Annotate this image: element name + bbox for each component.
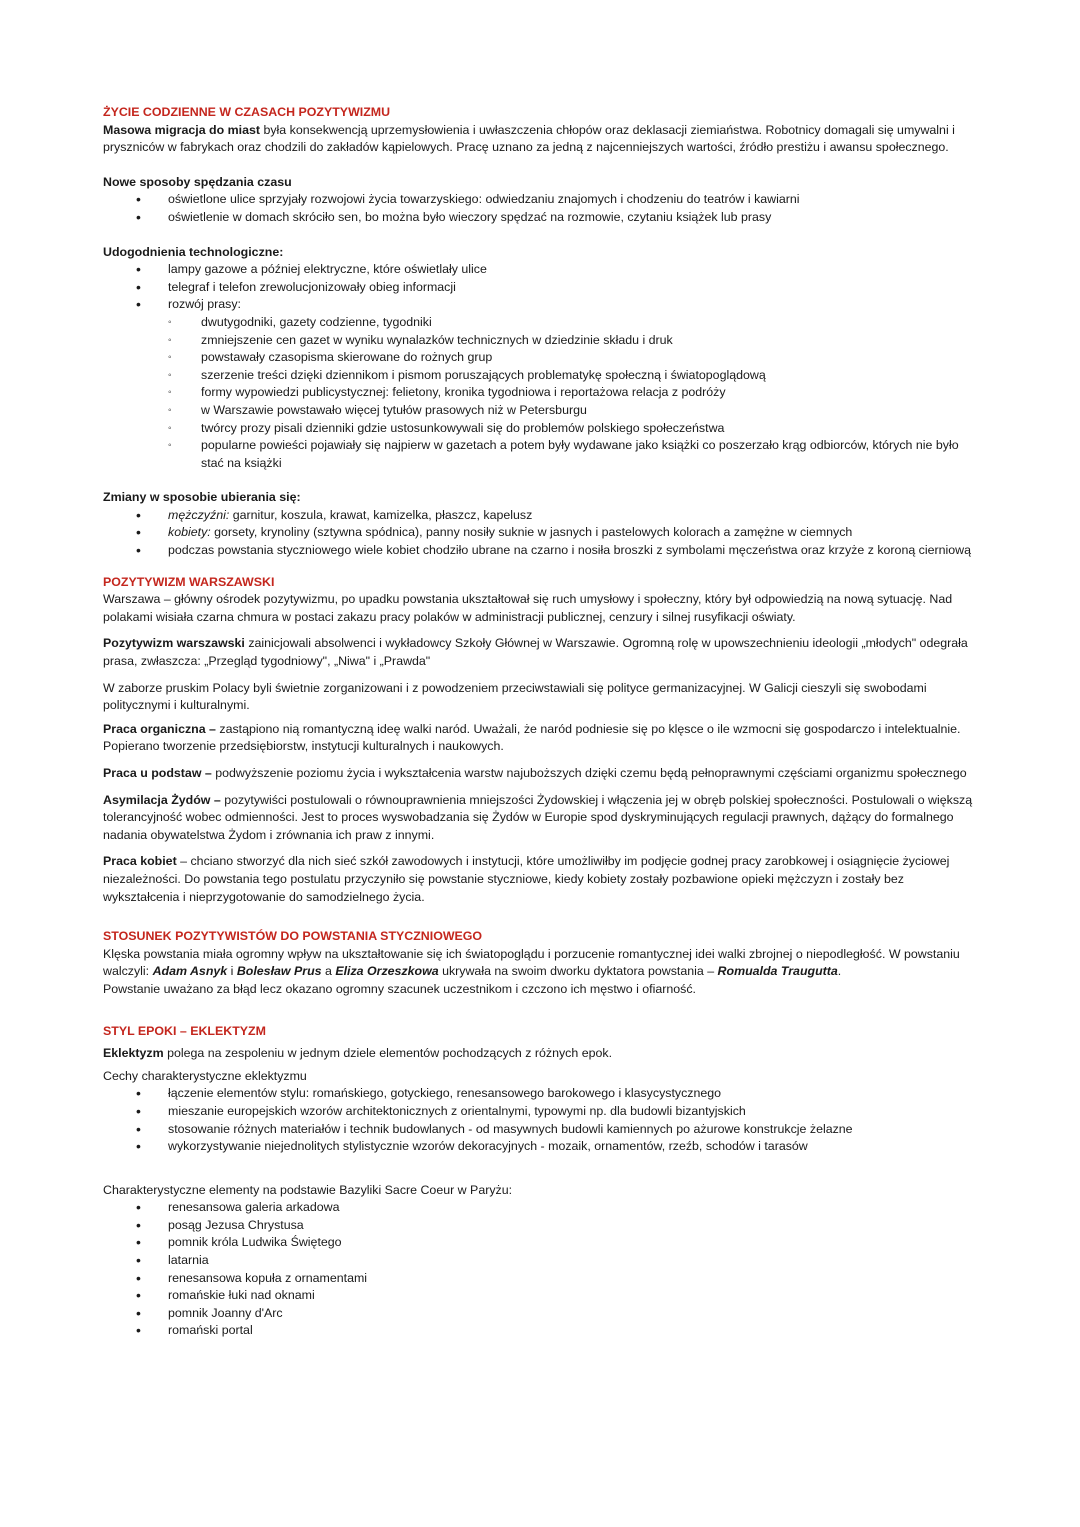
bullet-list bbox=[103, 261, 983, 472]
subheading-text: Nowe sposoby spędzania czasu bbox=[103, 174, 292, 189]
subheading bbox=[103, 244, 983, 262]
sub-list-item: ◦ popularne powieści pojawiały się najpierw w gazetach a potem były wydawane jako książki co poszerzało krąg odbiorców, których nie było stać na książki bbox=[103, 437, 983, 472]
list-item: • oświetlone ulice sprzyjały rozwojowi życia towarzyskiego: odwiedzaniu znajomych i chodzeniu do teatrów i kawiarni bbox=[103, 191, 983, 209]
bullet-list bbox=[103, 1199, 983, 1340]
sub-list-item: ◦ w Warszawie powstawało więcej tytułów prasowych niż w Petersburgu bbox=[103, 402, 983, 420]
subheading-text: Udogodnienia technologiczne: bbox=[103, 244, 284, 259]
list-item: • telegraf i telefon zrewolucjonizowały obieg informacji bbox=[103, 279, 983, 297]
italic-lead: kobiety: bbox=[168, 525, 211, 540]
paragraph: W zaborze pruskim Polacy byli świetnie zorganizowani i z powodzeniem przeciwstawiali się polityce germanizacyjnej. W Galicji cieszyli się swobodami politycznymi i kulturalnymi. bbox=[103, 680, 927, 713]
bold-term: Praca kobiet bbox=[103, 854, 177, 869]
list-item-text: rozwój prasy: bbox=[168, 297, 241, 312]
sub-list-item: ◦ formy wypowiedzi publicystycznej: felietony, kronika tygodniowa i reportażowa relacja z podróży bbox=[103, 384, 983, 402]
paragraph bbox=[103, 721, 983, 756]
bold-term: Masowa migracja do miast bbox=[103, 122, 261, 137]
paragraph: Warszawa – główny ośrodek pozytywizmu, po upadku powstania ukształtował się ruch umysłowy i społeczny, który był odpowiedzią na nową sytuację. Nad polakami wisiała czarna chmura w postaci zakazu pracy polaków w administracji publicznej, cenzury i silnej rusyfikacji oświaty. bbox=[103, 592, 953, 624]
paragraph bbox=[103, 765, 983, 783]
bullet-list bbox=[103, 1085, 983, 1155]
list-item: • pomnik króla Ludwika Świętego bbox=[103, 1234, 983, 1252]
list-item-text: podczas powstania styczniowego wiele kobiet chodziło ubrane na czarno i nosiła broszki z symbolami męczeństwa oraz krzyże z koroną cierniową bbox=[168, 543, 972, 558]
paragraph-text: i bbox=[227, 964, 237, 979]
paragraph-text: a bbox=[321, 964, 336, 979]
list-item: • oświetlenie w domach skróciło sen, bo można było wieczory spędzać na rozmowie, czytaniu książek lub prasy bbox=[103, 209, 983, 227]
paragraph-text: zastąpiono nią romantyczną ideę walki naród. Uważali, że naród podniesie się po klęsce o ile wzmocni się gospodarczo i intelektualnie. Popierano tworzenie przedsiębiorstw, instytucji kulturalnych i naukowych. bbox=[103, 721, 961, 754]
document-page bbox=[103, 104, 983, 1340]
bold-term: Asymilacja Żydów – bbox=[103, 792, 221, 807]
bold-term: Praca u podstaw – bbox=[103, 766, 212, 780]
subheading bbox=[103, 489, 983, 507]
paragraph-text: była konsekwencją uprzemysłowienia i uwłaszczenia chłopów oraz deklasacji ziemiaństwa. Robotnicy domagali się umywalni i pryszniców w fabrykach oraz chodzili do zakładów kąpielowych. Pracę uznano za jedną z najcenniejszych wartości, źródło prestiżu i awansu społecznego. bbox=[103, 122, 955, 155]
section-daily-life bbox=[103, 104, 983, 560]
subheading: Cechy charakterystyczne eklektyzmu bbox=[103, 1068, 307, 1083]
list-item bbox=[103, 507, 983, 525]
subheading bbox=[103, 174, 983, 192]
section-heading: ŻYCIE CODZIENNE W CZASACH POZYTYWIZMU bbox=[103, 105, 391, 119]
list-item: • pomnik Joanny d'Arc bbox=[103, 1305, 983, 1323]
person-name: Bolesław Prus bbox=[236, 964, 322, 979]
person-name: Romualda Traugutta bbox=[717, 964, 838, 979]
list-item: • lampy gazowe a później elektryczne, które oświetlały ulice bbox=[103, 261, 983, 279]
bold-term: Pozytywizm warszawski bbox=[103, 636, 245, 651]
paragraph-text: Powstanie uważano za błąd lecz okazano ogromny szacunek uczestnikom i czczono ich męstwo i ofiarność. bbox=[103, 981, 696, 996]
paragraph bbox=[103, 122, 983, 157]
sub-bullet-list bbox=[168, 314, 983, 472]
section-warsaw-positivism bbox=[103, 574, 983, 907]
bullet-list bbox=[103, 191, 983, 226]
paragraph bbox=[103, 792, 983, 845]
person-name: Eliza Orzeszkowa bbox=[335, 964, 439, 979]
list-item bbox=[103, 296, 983, 472]
bold-term: Eklektyzm bbox=[103, 1046, 164, 1061]
paragraph-text: ukrywała na swoim dworku dyktatora powstania – bbox=[438, 964, 718, 979]
paragraph-text: . bbox=[837, 964, 842, 979]
italic-lead: mężczyźni: bbox=[168, 507, 230, 522]
list-item: • romańskie łuki nad oknami bbox=[103, 1287, 983, 1305]
sub-list-item: ◦ szerzenie treści dzięki dziennikom i pismom poruszających problematykę społeczną i światopoglądową bbox=[103, 367, 983, 385]
sub-list-item: ◦ powstawały czasopisma skierowane do rożnych grup bbox=[103, 349, 983, 367]
section-eclecticism bbox=[103, 1023, 983, 1341]
list-item: • latarnia bbox=[103, 1252, 983, 1270]
list-item: • łączenie elementów stylu: romańskiego, gotyckiego, renesansowego barokowego i klasycystycznego bbox=[103, 1085, 983, 1103]
paragraph-text: Klęska powstania miała ogromny wpływ na ukształtowanie się ich światopoglądu i porzucenie romantycznej idei walki zbrojnej o niepodległość. W powstaniu walczyli: bbox=[103, 946, 960, 979]
paragraph-text: – chciano stworzyć dla nich sieć szkół zawodowych i instytucji, które umożliwiłby im podjęcie godnej pracy zarobkowej i osiągnięcie życiowej niezależności. Do powstania tego postulatu przyczyniło się powstanie styczniowe, kiedy kobiety zostały pozbawione opieki mężczyzn i zostały bez wykształcenia i nieprzygotowanie do samodzielnego życia. bbox=[103, 854, 950, 904]
paragraph-text: podwyższenie poziomu życia i wykształcenia warstw najuboższych dzięki czemu będą pełnoprawnymi częściami organizmu społecznego bbox=[211, 766, 967, 780]
list-item-text: garnitur, koszula, krawat, kamizelka, płaszcz, kapelusz bbox=[229, 507, 533, 522]
list-item bbox=[103, 524, 983, 542]
section-uprising-attitude bbox=[103, 928, 983, 998]
paragraph bbox=[103, 1045, 983, 1063]
paragraph bbox=[103, 946, 983, 999]
paragraph-text: pozytywiści postulowali o równouprawnienia mniejszości Żydowskiej i włączenia jej w obręb polskiej społeczności. Postulowali o większą tolerancyjność wobec odmienności. Jest to proces wyswobadzania się Żydów w Europie spod dyskryminujących regulacji prawnych, dążący do formalnego nadania obywatelstwa Żydom i zrównania ich praw z innymi. bbox=[103, 792, 973, 842]
section-heading: POZYTYWIZM WARSZAWSKI bbox=[103, 574, 275, 589]
bold-term: Praca organiczna – bbox=[103, 721, 216, 736]
paragraph-text: polega na zespoleniu w jednym dziele elementów pochodzących z różnych epok. bbox=[163, 1046, 613, 1061]
list-item: • romański portal bbox=[103, 1322, 983, 1340]
sub-list-item: ◦ twórcy prozy pisali dzienniki gdzie ustosunkowywali się do problemów polskiego społeczeństwa bbox=[103, 420, 983, 438]
paragraph bbox=[103, 635, 983, 670]
bullet-list bbox=[103, 507, 983, 560]
section-heading: STOSUNEK POZYTYWISTÓW DO POWSTANIA STYCZNIOWEGO bbox=[103, 929, 483, 944]
paragraph bbox=[103, 853, 983, 906]
list-item: • wykorzystywanie niejednolitych stylistycznie wzorów dekoracyjnych - mozaik, ornamentów, rzeźb, schodów i tarasów bbox=[103, 1138, 983, 1156]
list-item: • renesansowa kopuła z ornamentami bbox=[103, 1270, 983, 1288]
list-item-text: gorsety, krynoliny (sztywna spódnica), panny nosiły suknie w jasnych i pastelowych kolorach a zamężne w ciemnych bbox=[210, 525, 853, 540]
paragraph-text: zainicjowali absolwenci i wykładowcy Szkoły Głównej w Warszawie. Ogromną rolę w upowszechnieniu ideologii „młodych" odegrała prasa, zwłaszcza: „Przegląd tygodniowy", „Niwa" i „Prawda" bbox=[103, 636, 968, 669]
list-item: • renesansowa galeria arkadowa bbox=[103, 1199, 983, 1217]
subheading-text: Zmiany w sposobie ubierania się: bbox=[103, 490, 301, 505]
person-name: Adam Asnyk bbox=[152, 964, 228, 979]
sub-list-item: ◦ zmniejszenie cen gazet w wyniku wynalazków technicznych w dziedzinie składu i druk bbox=[103, 332, 983, 350]
list-item: • posąg Jezusa Chrystusa bbox=[103, 1217, 983, 1235]
list-item bbox=[103, 542, 983, 560]
section-heading: STYL EPOKI – EKLEKTYZM bbox=[103, 1023, 266, 1038]
subheading: Charakterystyczne elementy na podstawie Bazyliki Sacre Coeur w Paryżu: bbox=[103, 1182, 513, 1197]
list-item: • mieszanie europejskich wzorów architektonicznych z orientalnymi, typowymi np. dla budowli bizantyjskich bbox=[103, 1103, 983, 1121]
list-item: • stosowanie różnych materiałów i technik budowlanych - od masywnych budowli kamiennych po ażurowe konstrukcje żelazne bbox=[103, 1121, 983, 1139]
sub-list-item: ◦ dwutygodniki, gazety codzienne, tygodniki bbox=[103, 314, 983, 332]
